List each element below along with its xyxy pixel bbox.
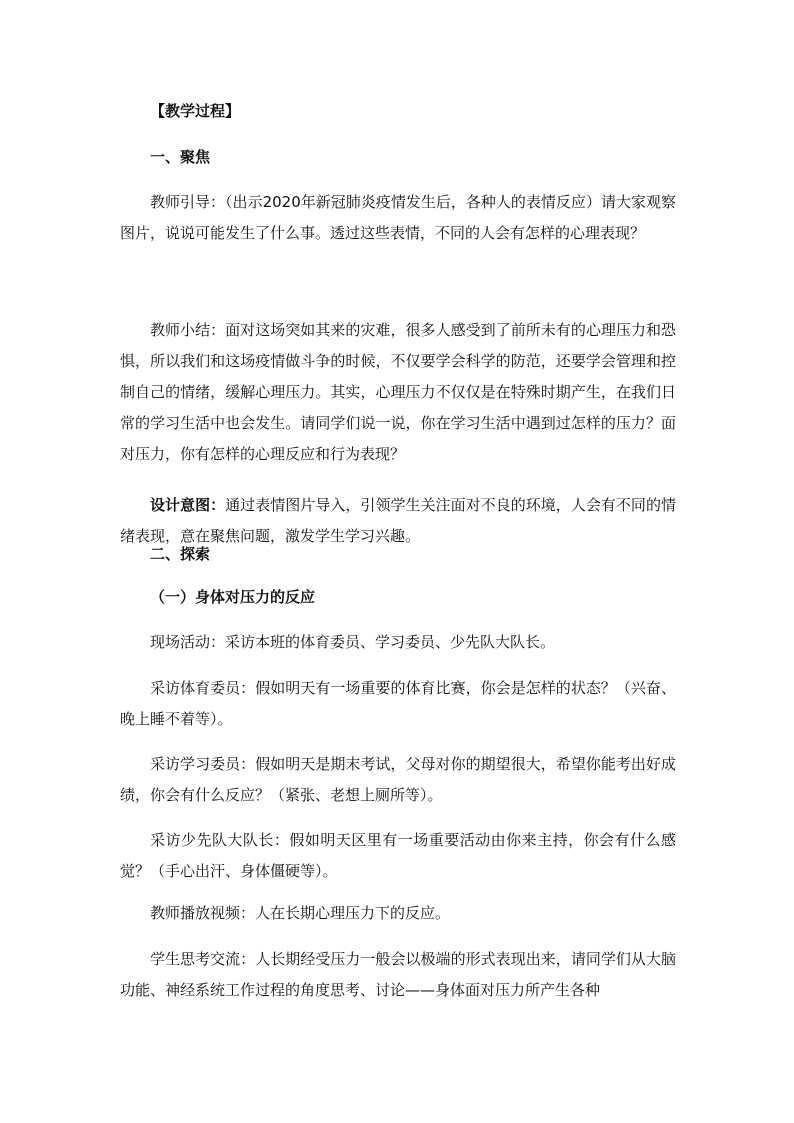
paragraph-discussion: 学生思考交流：人长期经受压力一般会以极端的形式表现出来，请同学们从大脑功能、神经系统工作过程的角度思考、讨论——身体面对压力所产生各种 bbox=[120, 950, 676, 999]
part2-title: 二、探索 bbox=[150, 545, 211, 563]
design-intent-text: 通过表情图片导入，引领学生关注面对不良的环境，人会有不同的情绪表现，意在聚焦问题，激发学生学习兴趣。 bbox=[120, 496, 676, 545]
paragraph-interview-study: 采访学习委员：假如明天是期末考试，父母对你的期望很大，希望你能考出好成绩，你会有什么反应？（紧张、老想上厕所等）。 bbox=[120, 755, 676, 804]
paragraph-interview-leader: 采访少先队大队长：假如明天区里有一场重要活动由你来主持，你会有什么感觉？（手心出汗、身体僵硬等）。 bbox=[120, 831, 676, 880]
paragraph-teacher-guide: 教师引导：（出示2020年新冠肺炎疫情发生后，各种人的表情反应）请大家观察图片，说说可能发生了什么事。透过这些表情，不同的人会有怎样的心理表现？ bbox=[120, 193, 676, 242]
paragraph-teacher-summary: 教师小结：面对这场突如其来的灾难，很多人感受到了前所未有的心理压力和恐惧，所以我们和这场疫情做斗争的时候，不仅要学会科学的防范，还要学会管理和控制自己的情绪，缓解心理压力。其实，心理压力不仅仅是在特殊时期产生，在我们日常的学习生活中也会发生。请同学们说一说，你在学习生活中遇到过怎样的压力？面对压力，你有怎样的心理反应和行为表现？ bbox=[120, 321, 676, 463]
design-intent-label: 设计意图： bbox=[150, 496, 226, 514]
paragraph-video: 教师播放视频：人在长期心理压力下的反应。 bbox=[150, 904, 451, 922]
paragraph-activity: 现场活动：采访本班的体育委员、学习委员、少先队大队长。 bbox=[150, 633, 556, 651]
subsection-title: （一）身体对压力的反应 bbox=[150, 588, 316, 606]
section-title: 【教学过程】 bbox=[150, 102, 241, 120]
paragraph-interview-sports: 采访体育委员：假如明天有一场重要的体育比赛，你会是怎样的状态？（兴奋、晚上睡不着等）。 bbox=[120, 679, 676, 728]
part1-title: 一、聚焦 bbox=[150, 148, 211, 166]
